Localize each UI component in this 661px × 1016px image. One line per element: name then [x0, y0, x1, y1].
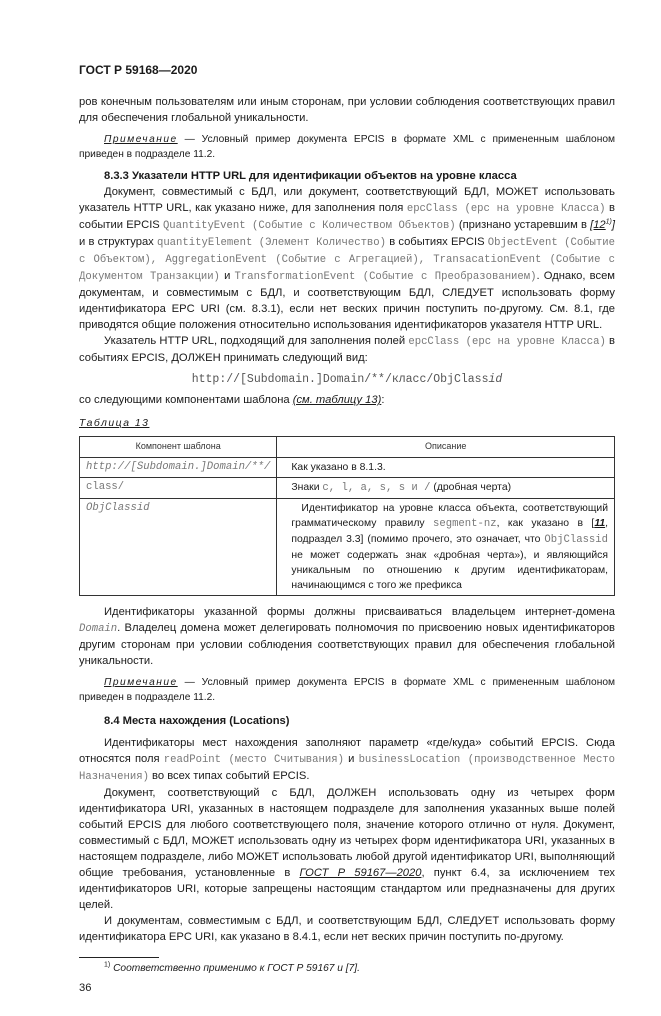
code: ObjectEvent (Событие с Объектом), AggregationEvent (Событие с Агрегацией), TransacationEvent (Событие с Документом Транзакции) — [79, 237, 615, 283]
text: со следующими компонентами шаблона — [79, 394, 293, 406]
text: в событиях EPCIS — [386, 236, 488, 248]
code: TransformationEvent (Событие с Преобразованием) — [234, 271, 537, 283]
section-heading-8-3-3: 8.3.3 Указатели HTTP URL для идентификации объектов на уровне класса — [104, 170, 517, 182]
code: epcClass (epc на уровне Класса) — [406, 203, 606, 215]
paragraph — [79, 735, 615, 785]
table-row — [80, 458, 615, 478]
text: ] — [611, 219, 615, 231]
note-text: — Условный пример документа EPCIS в формате XML с примененным шаблоном приведен в подразделе 11.2. — [79, 134, 615, 160]
text: (дробная черта) — [430, 482, 512, 493]
reference-link[interactable]: [12 — [590, 219, 606, 231]
text: и — [343, 753, 359, 765]
table-13 — [79, 436, 615, 596]
code: Domain — [79, 623, 118, 635]
paragraph — [79, 333, 615, 366]
column-header: Компонент шаблона — [80, 437, 277, 458]
page-number: 36 — [79, 982, 92, 994]
paragraph — [79, 785, 615, 913]
paragraph: И документам, совместимым с БДЛ, и соответствующим БДЛ, СЛЕДУЕТ использовать форму идентификатора EPC URI, как указано в 8.4.1, если нет веских причин поступить по-другому. — [79, 915, 615, 943]
footnote-divider — [79, 957, 159, 958]
paragraph — [79, 184, 615, 333]
text: во всех типах событий EPCIS. — [148, 770, 310, 782]
code: readPoint (место Считывания) — [163, 754, 344, 766]
text: Документ, соответствующий с БДЛ, ДОЛЖЕН использовать одну из четырех форм идентификатора URI, указанных в настоящем подразделе для заполнения указанных выше полей событий EPCIS для любого соответствующего поля, значение которого отлично от нуля. Документ, совместимый с БДЛ, МОЖЕТ использовать одну из четырех форм идентификатора URI, указанных в настоящем подразделе, либо МОЖЕТ использовать любой другой идентификатор URI, выполняющий общие требования, установленные в — [79, 787, 615, 879]
table-link[interactable]: (см. таблицу 13) — [292, 394, 382, 406]
document-header: ГОСТ Р 59168—2020 — [79, 63, 198, 77]
footnote-mark: 1) — [605, 218, 612, 226]
code: epcClass (epc на уровне Класса) — [408, 336, 606, 348]
text: . Однако, всем документам, и совместимым с БДЛ, и соответствующим БДЛ, СЛЕДУЕТ использовать форму идентификатора EPC URI (см. 8.3.1), если нет веских причин поступить по-другому. См. 8.1, где приводятся общие положения относительно использования идентификаторов указателя HTTP URL. — [79, 270, 615, 331]
text: Знаки — [291, 482, 323, 493]
paragraph — [79, 392, 615, 408]
cell: http://[Subdomain.]Domain/**/ — [80, 458, 277, 478]
cell: class/ — [80, 478, 277, 499]
text: и в структурах — [79, 236, 157, 248]
url-text: id — [488, 373, 503, 386]
code: c, l, a, s, s и / — [322, 482, 431, 494]
paragraph — [79, 604, 615, 669]
note — [79, 132, 615, 162]
code: segment-nz — [433, 518, 497, 530]
cell — [277, 499, 615, 596]
text: Идентификаторы мест нахождения заполняют параметр «где/куда» событий EPCIS. Сюда относятся поля — [79, 737, 615, 765]
text: Указатель HTTP URL, подходящий для заполнения полей — [104, 335, 409, 347]
text: . Владелец домена может делегировать полномочия по присвоению новых идентификаторов другим сторонам при условии соблюдения соответствующих правил для обеспечения глобальной уникальности. — [79, 622, 615, 667]
code: QuantityEvent (Событие с Количеством Объектов) — [162, 220, 456, 232]
table-header-row — [80, 437, 615, 458]
footnote-mark: 1) — [104, 961, 111, 969]
table-caption: Таблица 13 — [79, 418, 150, 429]
text: (признано устаревшим в — [455, 219, 591, 231]
text: не может содержать знак «дробная черта»), и являющийся уникальным по отношению к другим идентификаторам, начинающимся с того же префикса — [291, 550, 608, 591]
text: в событиях EPCIS, ДОЛЖЕН принимать следующий вид: — [79, 335, 615, 364]
section-heading-8-4: 8.4 Места нахождения (Locations) — [104, 715, 290, 727]
text: в событии EPCIS — [79, 202, 615, 231]
text: , подраздел 3.3] (помимо прочего, это означает, что — [291, 518, 608, 545]
column-header: Описание — [277, 437, 615, 458]
note-label: Примечание — [104, 677, 178, 688]
standard-link[interactable]: ГОСТ Р 59167—2020 — [299, 867, 422, 879]
table-row — [80, 499, 615, 596]
reference-link[interactable]: 11 — [594, 518, 606, 529]
text: и — [219, 270, 235, 282]
code: businessLocation (производственное Место Назначения) — [79, 754, 616, 783]
code: ObjClassid — [544, 534, 608, 546]
cell: Как указано в 8.1.3. — [277, 458, 615, 478]
url-text: http://[Subdomain.]Domain/**/класс/ObjClass — [191, 373, 489, 386]
note-label: Примечание — [104, 134, 178, 145]
footnote-text: Соответственно применимо к ГОСТ Р 59167 и [7]. — [113, 963, 360, 974]
code: quantityElement (Элемент Количество) — [156, 237, 387, 249]
note-text: — Условный пример документа EPCIS в формате XML с примененным шаблоном приведен в подразделе 11.2. — [79, 677, 615, 703]
cell — [277, 478, 615, 499]
text: Документ, совместимый с БДЛ, или документ, соответствующий БДЛ, МОЖЕТ использовать указатель HTTP URL, как указано ниже, для заполнения поля — [79, 186, 615, 214]
text: : — [381, 394, 385, 406]
text: Идентификатор на уровне класса объекта, соответствующий грамматическому правилу — [291, 503, 608, 529]
paragraph: ров конечным пользователям или иным сторонам, при условии соблюдения соответствующих правил для обеспечения глобальной уникальности. — [79, 96, 615, 124]
text: Идентификаторы указанной формы должны присваиваться владельцем интернет-домена — [104, 606, 615, 618]
footnote — [79, 961, 615, 976]
table-row — [80, 478, 615, 499]
text: , пункт 6.4, за исключением тех идентификаторов URI, которые запрещены настоящим стандартом или предназначены для других целей. — [79, 867, 616, 911]
url-template — [79, 372, 615, 388]
note — [79, 675, 615, 705]
text: , как указано в [ — [496, 518, 595, 529]
cell: ObjClassid — [80, 499, 277, 596]
